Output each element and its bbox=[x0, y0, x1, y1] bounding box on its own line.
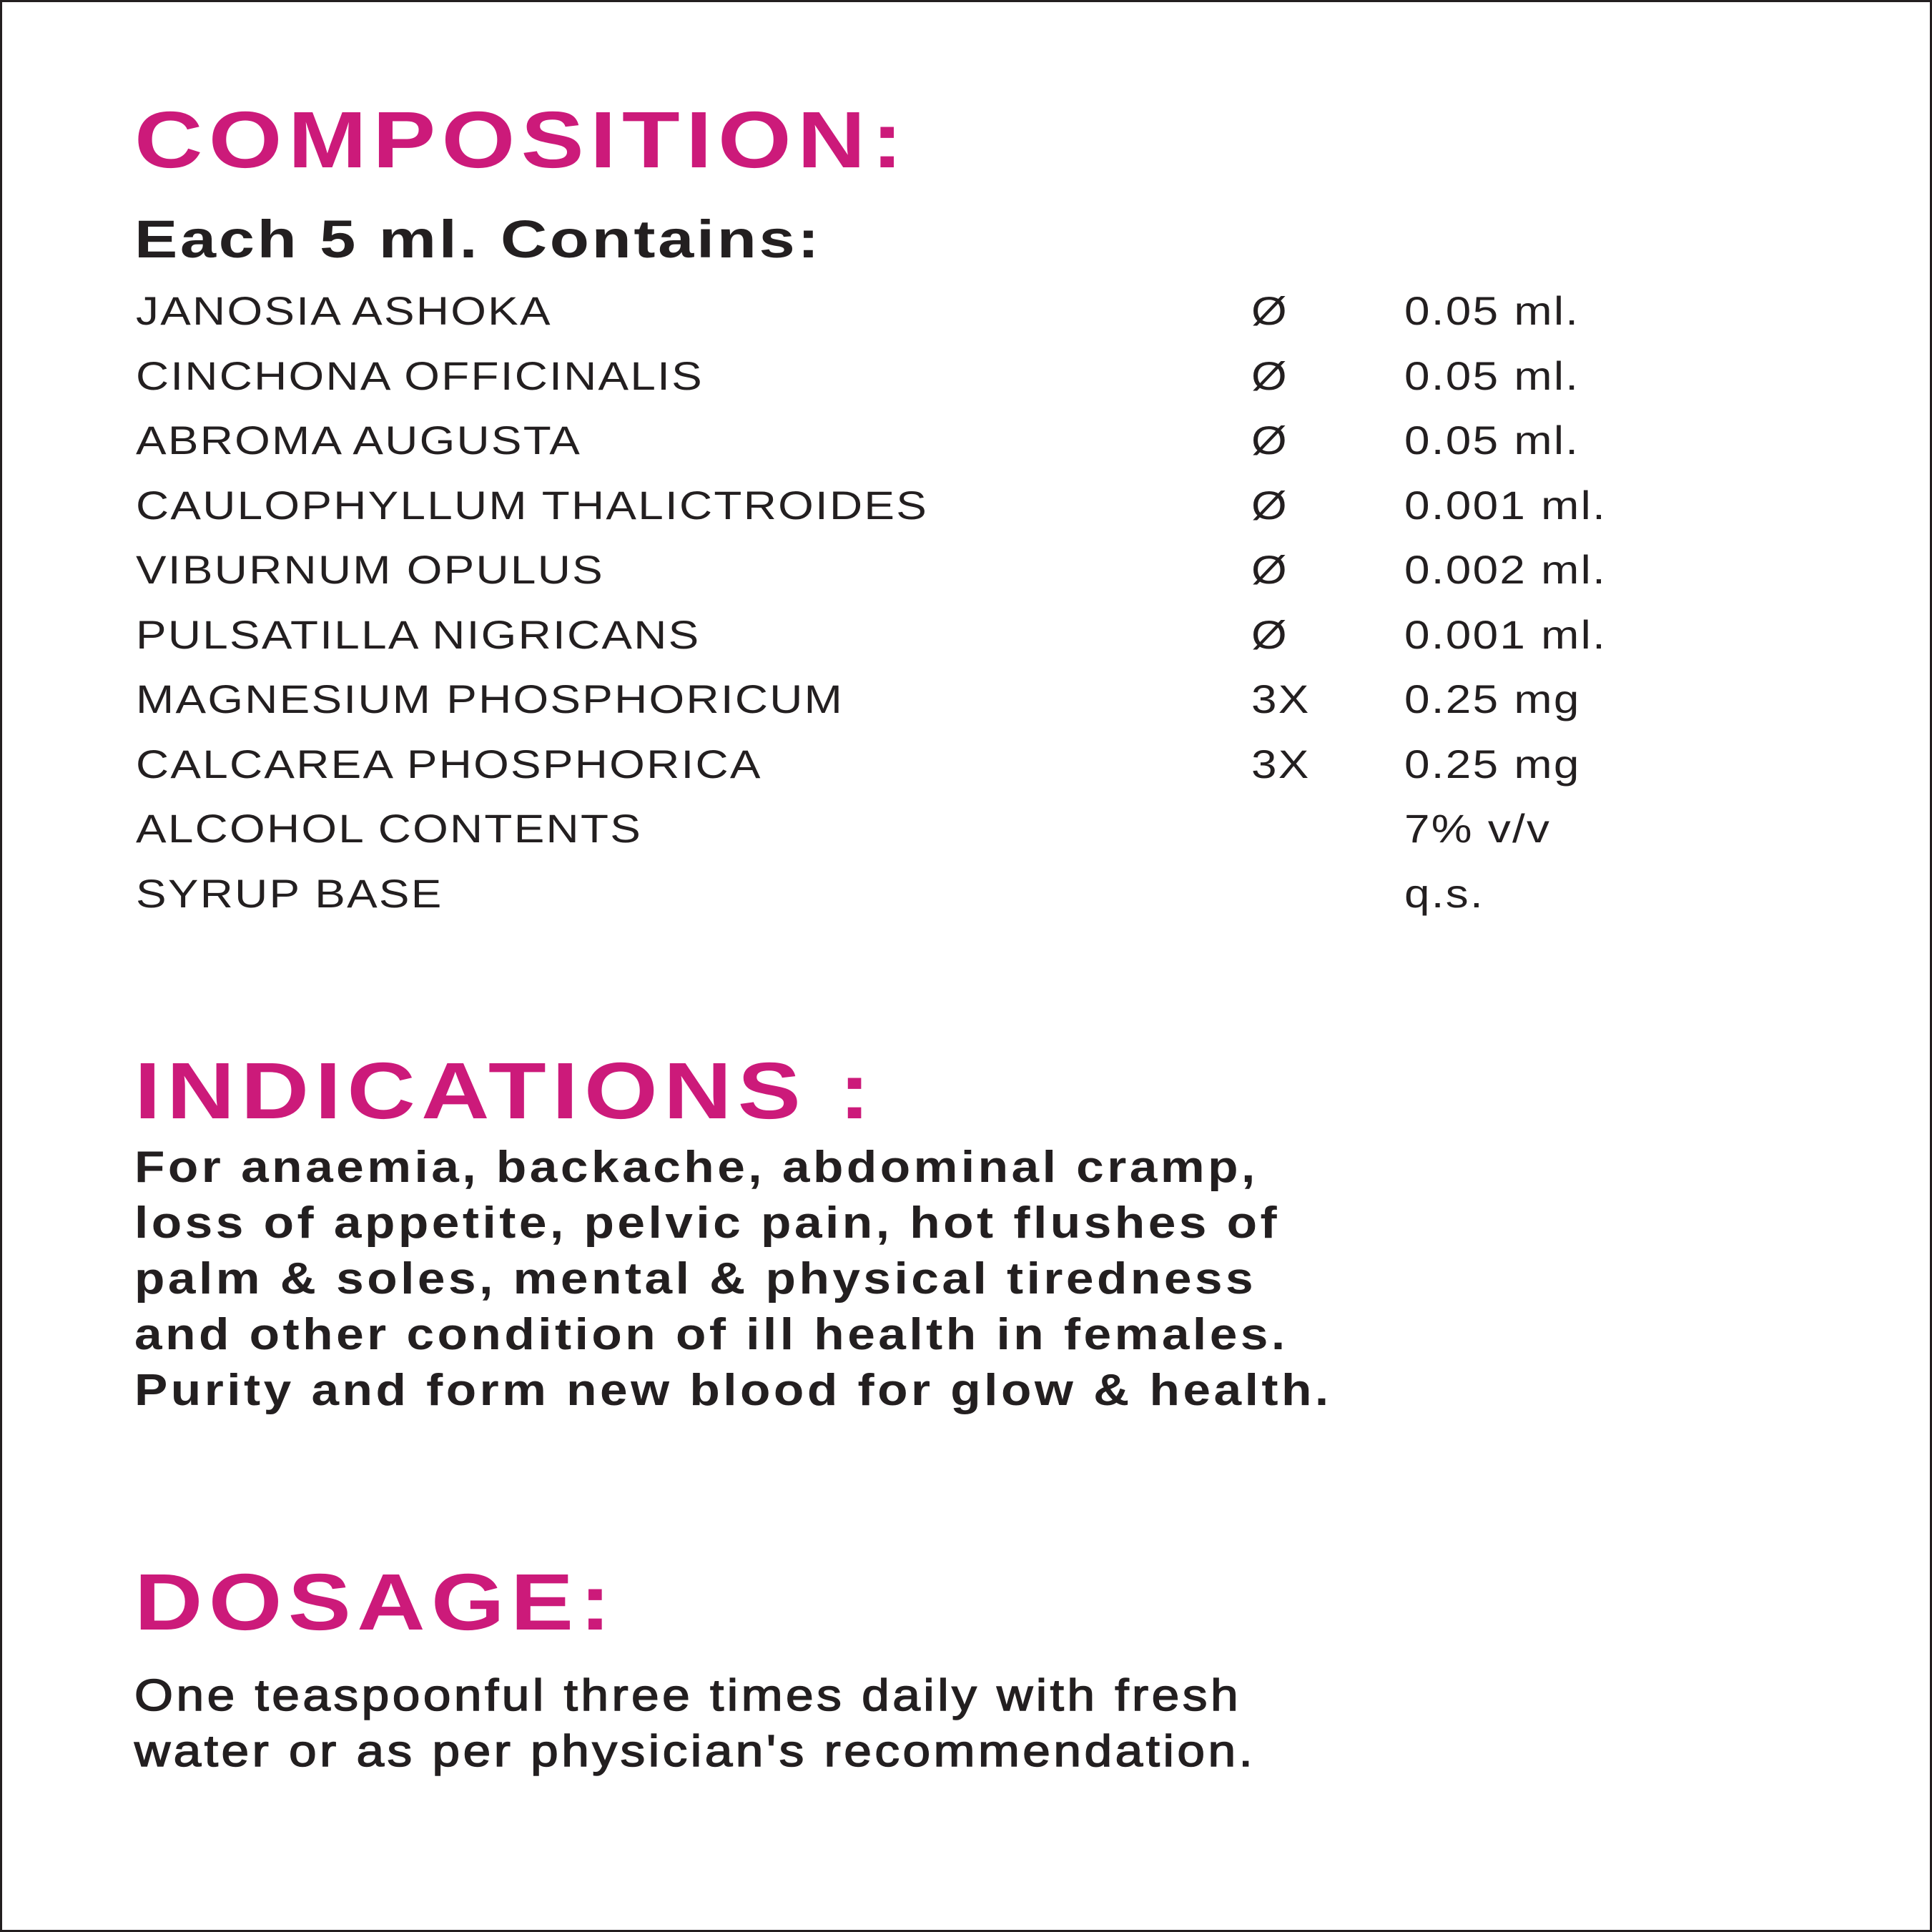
composition-table bbox=[134, 279, 1607, 926]
dosage-text bbox=[134, 1668, 1932, 1780]
ingredient-name: VIBURNUM OPULUS bbox=[136, 547, 604, 592]
ingredient-name: PULSATILLA NIGRICANS bbox=[136, 611, 701, 657]
dosage-section bbox=[134, 1557, 1865, 1780]
ingredient-quantity: 0.25 mg bbox=[1404, 741, 1581, 787]
ingredient-potency: Ø bbox=[1251, 611, 1288, 657]
indications-line: Purity and form new blood for glow & health. bbox=[134, 1366, 1332, 1415]
ingredient-quantity: 0.05 ml. bbox=[1404, 418, 1580, 463]
composition-row bbox=[134, 862, 1485, 927]
indications-text bbox=[134, 1140, 1932, 1419]
ingredient-potency: 3X bbox=[1251, 676, 1311, 721]
ingredient-potency: Ø bbox=[1251, 288, 1288, 333]
ingredient-quantity: 0.05 ml. bbox=[1404, 353, 1580, 398]
ingredient-quantity: q.s. bbox=[1404, 870, 1485, 916]
ingredient-potency: 3X bbox=[1251, 741, 1311, 787]
indications-line: loss of appetite, pelvic pain, hot flushes of bbox=[134, 1198, 1281, 1248]
composition-row bbox=[134, 473, 1607, 538]
ingredient-potency: Ø bbox=[1251, 353, 1288, 398]
composition-subheading: Each 5 ml. Contains: bbox=[134, 210, 822, 269]
ingredient-name: SYRUP BASE bbox=[136, 870, 443, 916]
indications-line: For anaemia, backache, abdominal cramp, bbox=[134, 1143, 1258, 1192]
ingredient-quantity: 0.25 mg bbox=[1404, 676, 1581, 721]
ingredient-potency: Ø bbox=[1251, 482, 1288, 528]
ingredient-potency: Ø bbox=[1251, 547, 1288, 592]
composition-heading: COMPOSITION: bbox=[134, 95, 909, 184]
composition-row bbox=[134, 603, 1607, 668]
ingredient-name: ALCOHOL CONTENTS bbox=[136, 806, 643, 851]
indications-line: palm & soles, mental & physical tiredness bbox=[134, 1254, 1257, 1303]
indications-section bbox=[134, 1046, 1865, 1419]
ingredient-name: CALCAREA PHOSPHORICA bbox=[136, 741, 762, 787]
composition-section bbox=[134, 95, 1607, 926]
ingredient-name: CAULOPHYLLUM THALICTROIDES bbox=[136, 482, 929, 528]
ingredient-quantity: 0.001 ml. bbox=[1404, 482, 1607, 528]
dosage-line: One teaspoonful three times daily with fresh bbox=[134, 1671, 1242, 1720]
ingredient-quantity: 0.001 ml. bbox=[1404, 611, 1607, 657]
composition-row bbox=[134, 797, 1552, 862]
indications-line: and other condition of ill health in females. bbox=[134, 1310, 1288, 1359]
dosage-line: water or as per physician's recommendation. bbox=[134, 1727, 1256, 1776]
ingredient-name: CINCHONA OFFICINALIS bbox=[136, 353, 704, 398]
ingredient-name: ABROMA AUGUSTA bbox=[136, 418, 582, 463]
composition-row bbox=[134, 538, 1607, 603]
composition-row bbox=[134, 732, 1581, 797]
dosage-heading: DOSAGE: bbox=[134, 1557, 617, 1647]
ingredient-name: MAGNESIUM PHOSPHORICUM bbox=[136, 676, 844, 721]
ingredient-potency: Ø bbox=[1251, 418, 1288, 463]
ingredient-name: JANOSIA ASHOKA bbox=[136, 288, 552, 333]
composition-row bbox=[134, 667, 1581, 732]
composition-row bbox=[134, 408, 1580, 473]
ingredient-quantity: 0.05 ml. bbox=[1404, 288, 1580, 333]
indications-heading: INDICATIONS : bbox=[134, 1046, 877, 1135]
composition-row bbox=[134, 279, 1580, 344]
ingredient-quantity: 7% v/v bbox=[1404, 806, 1552, 851]
composition-row bbox=[134, 344, 1580, 409]
ingredient-quantity: 0.002 ml. bbox=[1404, 547, 1607, 592]
